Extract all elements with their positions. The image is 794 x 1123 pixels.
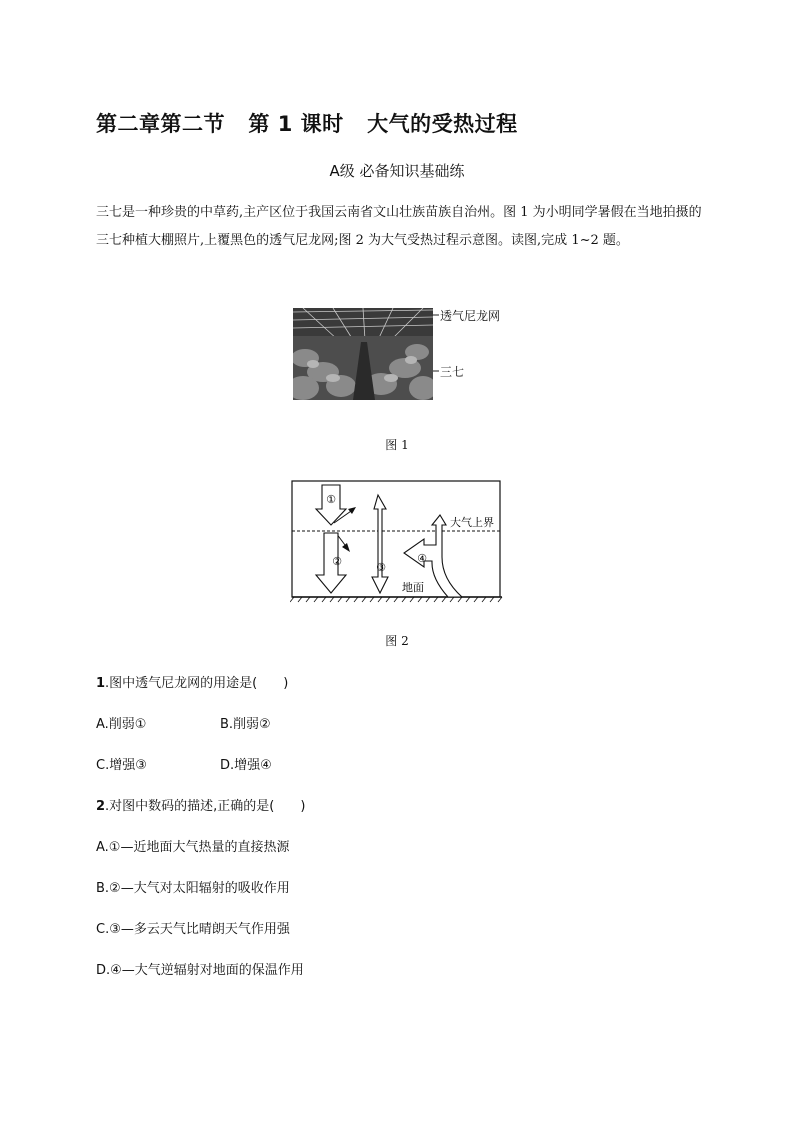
label-atmosphere-boundary: 大气上界 [450, 516, 494, 529]
q1-option-d: D.增强④ [220, 758, 272, 773]
arrow-scatter-head [342, 543, 350, 552]
section-level-label: A级 必备知识基础练 [329, 162, 465, 180]
question-2-text: .对图中数码的描述,正确的是( ) [105, 799, 306, 814]
q1-option-b: B.削弱② [220, 717, 271, 732]
question-1-text: .图中透气尼龙网的用途是( ) [105, 676, 289, 691]
q1-option-a: A.削弱① [96, 717, 147, 732]
ground-hatching [290, 597, 502, 602]
marker-2: ② [332, 555, 342, 568]
greenhouse-photo-image [293, 308, 433, 400]
figure2-caption: 图 2 [385, 634, 409, 648]
label-sanqi-plant: 三七 [440, 365, 465, 379]
marker-3: ③ [376, 561, 386, 574]
intro-paragraph: 三七是一种珍贵的中草药,主产区位于我国云南省文山壮族苗族自治州。图 1 为小明同学暑假在当地拍摄的三七种植大棚照片,上覆黑色的透气尼龙网;图 2 为大气受热过程示意图。读图,完成 1~2 题。 [96, 205, 702, 248]
q2-option-d: D.④—大气逆辐射对地面的保温作用 [96, 963, 304, 978]
figure1-caption: 图 1 [385, 438, 409, 452]
q2-option-c: C.③—多云天气比晴朗天气作用强 [96, 922, 290, 937]
question-1-stem [96, 672, 288, 691]
arrow-ground-radiation [372, 495, 388, 593]
label-nylon-net: 透气尼龙网 [440, 309, 501, 323]
question-2-number: 2 [96, 799, 106, 814]
q1-option-c: C.增强③ [96, 758, 147, 773]
question-1-number: 1 [96, 676, 106, 691]
q2-option-b: B.②—大气对太阳辐射的吸收作用 [96, 881, 290, 896]
marker-1: ① [326, 493, 336, 506]
question-2-stem [96, 795, 305, 814]
greenhouse-photo [293, 308, 433, 400]
q2-option-a: A.①—近地面大气热量的直接热源 [96, 840, 290, 855]
atmosphere-heating-diagram [290, 479, 504, 605]
label-ground: 地面 [402, 581, 424, 594]
page-title: 第二章第二节 第 1 课时 大气的受热过程 [96, 112, 518, 136]
marker-4: ④ [417, 552, 427, 565]
